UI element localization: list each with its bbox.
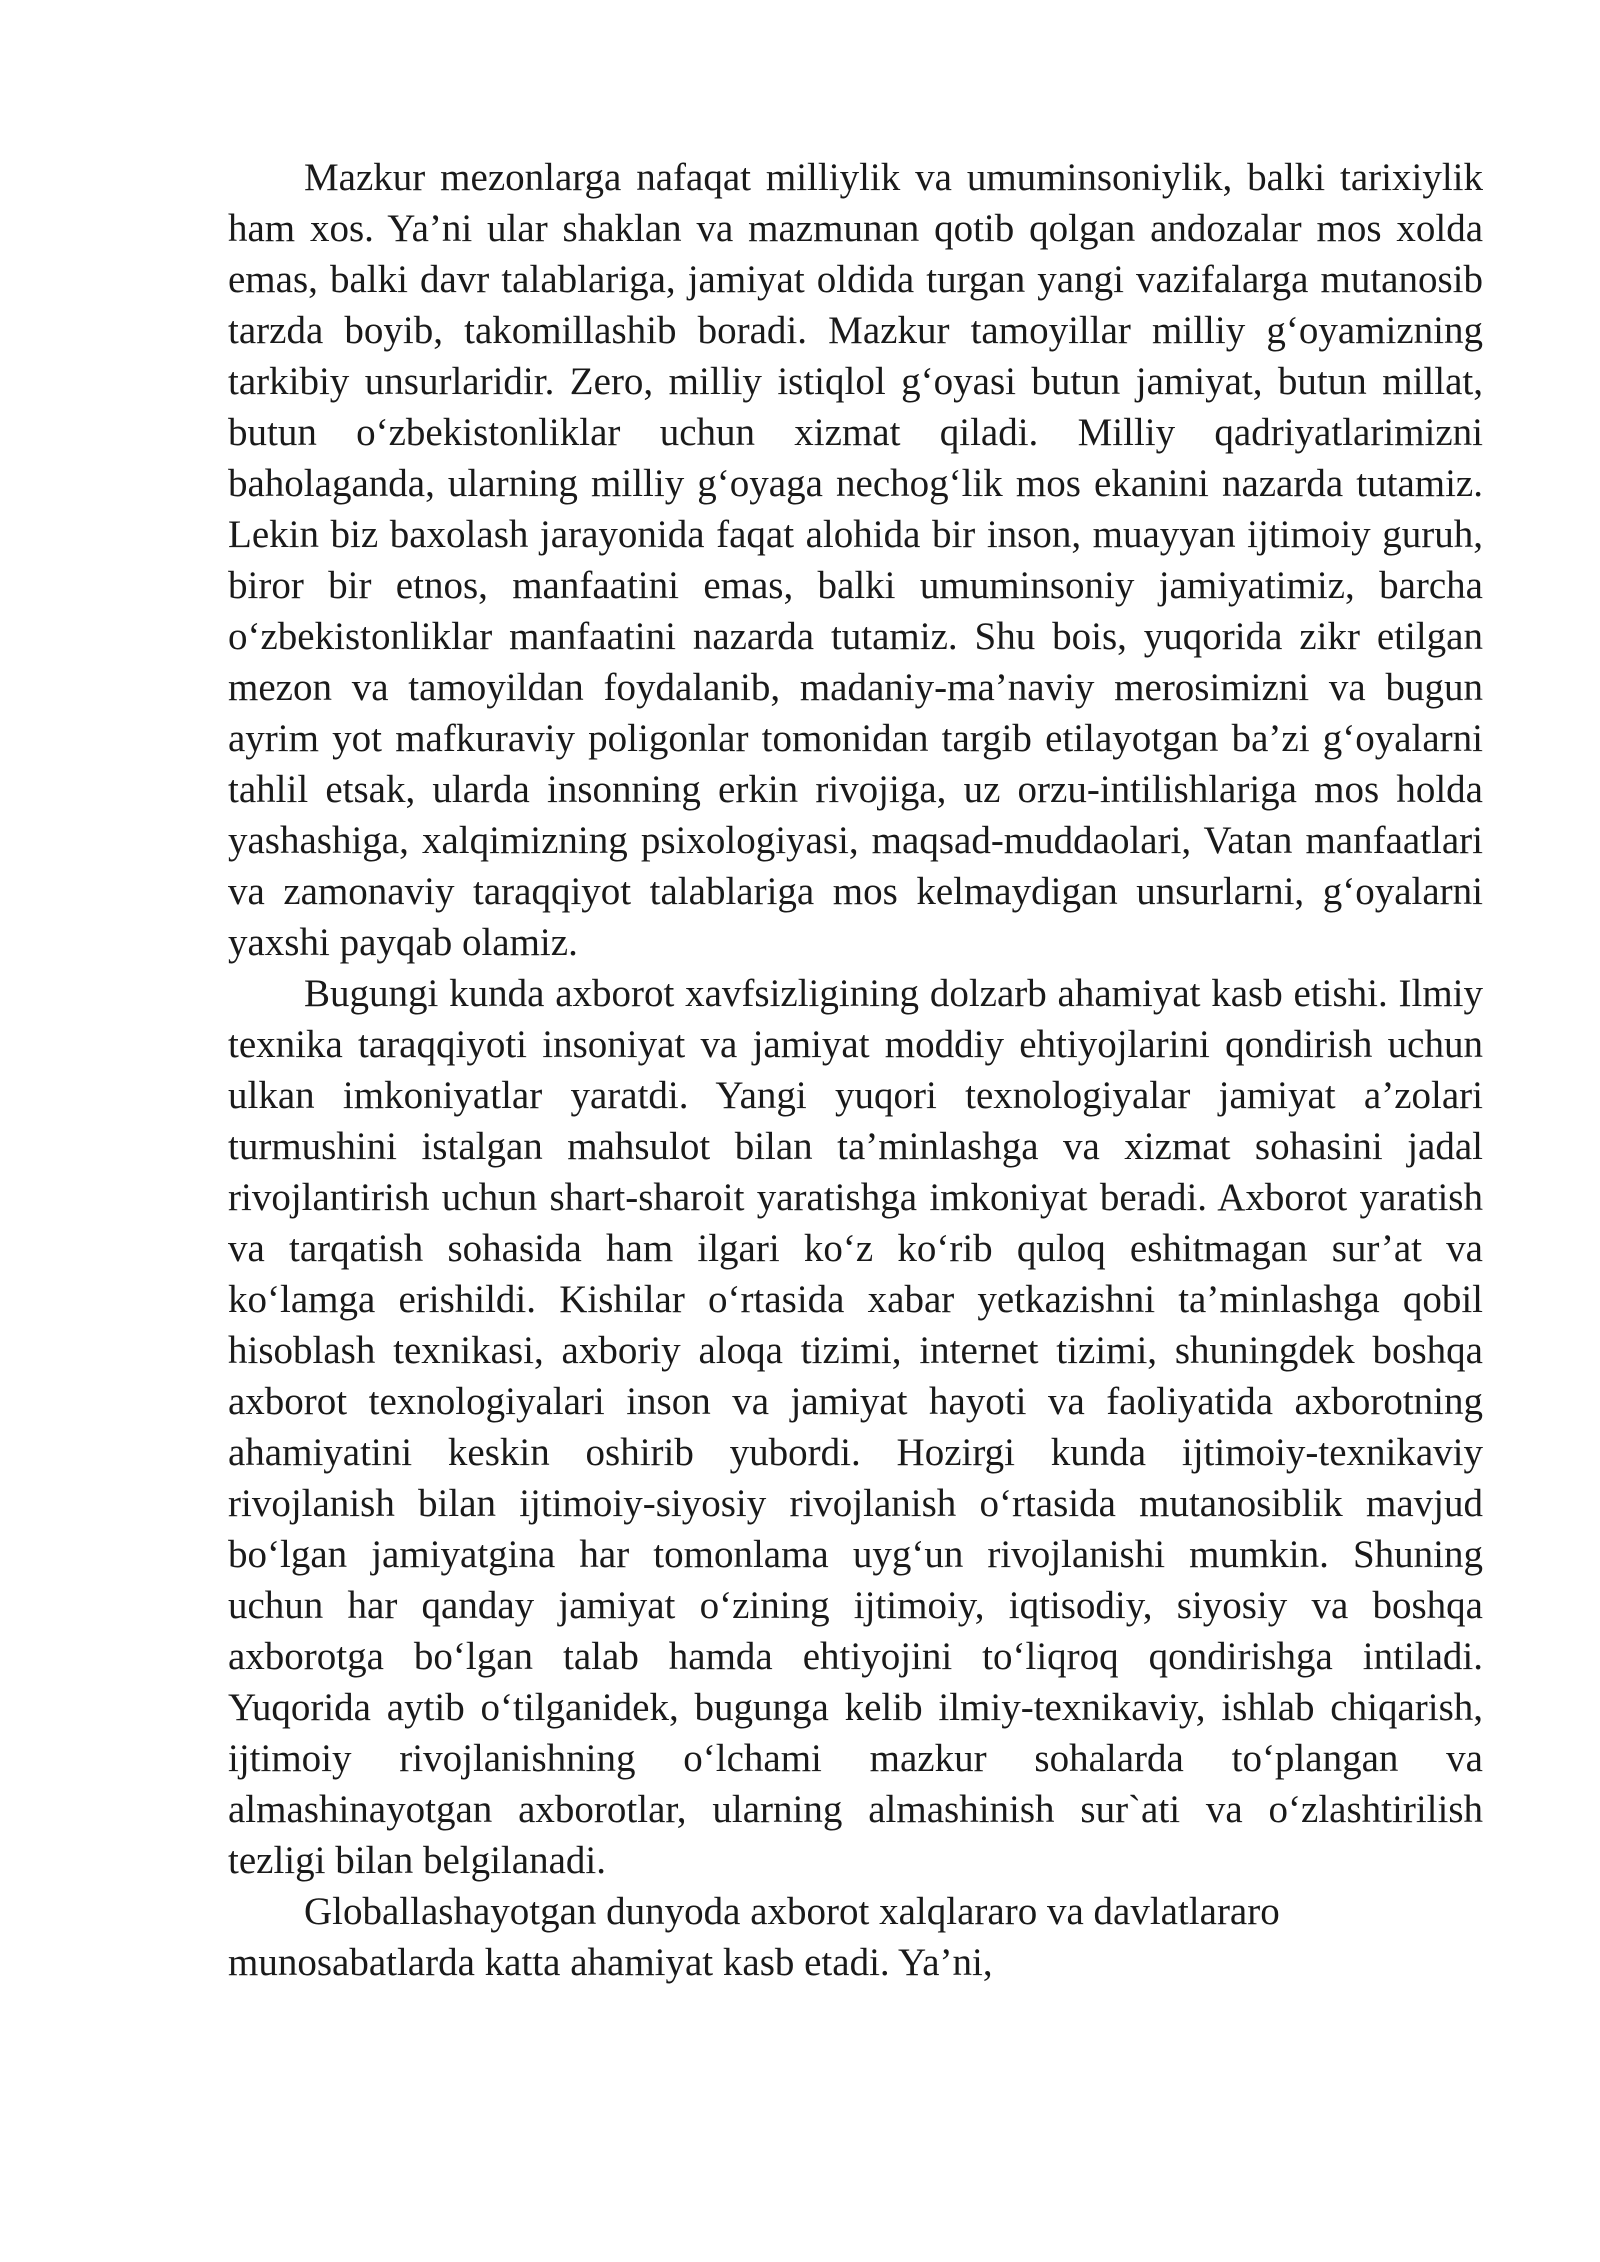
- paragraph-1: Mazkur mezonlarga nafaqat milliylik va umuminsoniylik, balki tarixiylik ham xos. Ya’ni ular shaklan va mazmunan qotib qolgan andozalar mos xolda emas, balki davr talablariga, jamiyat oldida turgan yangi vazifalarga mutanosib tarzda boyib, takomillashib boradi. Mazkur tamoyillar milliy g‘oyamizning tarkibiy unsurlaridir. Zero, milliy istiqlol g‘oyasi butun jamiyat, butun millat, butun o‘zbekistonliklar uchun xizmat qiladi. Milliy qadriyatlarimizni baholaganda, ularning milliy g‘oyaga nechog‘lik mos ekanini nazarda tutamiz. Lekin biz baxolash jarayonida faqat alohida bir inson, muayyan ijtimoiy guruh, biror bir etnos, manfaatini emas, balki umuminsoniy jamiyatimiz, barcha o‘zbekistonliklar manfaatini nazarda tutamiz. Shu bois, yuqorida zikr etilgan mezon va tamoyildan foydalanib, madaniy-ma’naviy merosimizni va bugun ayrim yot mafkuraviy poligonlar tomonidan targib etilayotgan ba’zi g‘oyalarni tahlil etsak, ularda insonning erkin rivojiga, uz orzu-intilishlariga mos holda yashashiga, xalqimizning psixologiyasi, maqsad-muddaolari, Vatan manfaatlari va zamonaviy taraqqiyot talablariga mos kelmaydigan unsurlarni, g‘oyalarni yaxshi payqab olamiz.: [228, 156, 1483, 964]
- paragraph-3: Globallashayotgan dunyoda axborot xalqlararo va davlatlararo munosabatlarda katta ahamiyat kasb etadi. Ya’ni,: [228, 1890, 1280, 1984]
- paragraph-2: Bugungi kunda axborot xavfsizligining dolzarb ahamiyat kasb etishi. Ilmiy texnika taraqqiyoti insoniyat va jamiyat moddiy ehtiyojlarini qondirish uchun ulkan imkoniyatlar yaratdi. Yangi yuqori texnologiyalar jamiyat a’zolari turmushini istalgan mahsulot bilan ta’minlashga va xizmat sohasini jadal rivojlantirish uchun shart-sharoit yaratishga imkoniyat beradi. Axborot yaratish va tarqatish sohasida ham ilgari ko‘z ko‘rib quloq eshitmagan sur’at va ko‘lamga erishildi. Kishilar o‘rtasida xabar yetkazishni ta’minlashga qobil hisoblash texnikasi, axboriy aloqa tizimi, internet tizimi, shuningdek boshqa axborot texnologiyalari inson va jamiyat hayoti va faoliyatida axborotning ahamiyatini keskin oshirib yubordi. Hozirgi kunda ijtimoiy-texnikaviy rivojlanish bilan ijtimoiy-siyosiy rivojlanish o‘rtasida mutanosiblik mavjud bo‘lgan jamiyatgina har tomonlama uyg‘un rivojlanishi mumkin. Shuning uchun har qanday jamiyat o‘zining ijtimoiy, iqtisodiy, siyosiy va boshqa axborotga bo‘lgan talab hamda ehtiyojini to‘liqroq qondirishga intiladi. Yuqorida aytib o‘tilganidek, bugunga kelib ilmiy-texnikaviy, ishlab chiqarish, ijtimoiy rivojlanishning o‘lchami mazkur sohalarda to‘plangan va almashinayotgan axborotlar, ularning almashinish sur`ati va o‘zlashtirilish tezligi bilan belgilanadi.: [228, 972, 1483, 1882]
- body-text: [228, 152, 1483, 1988]
